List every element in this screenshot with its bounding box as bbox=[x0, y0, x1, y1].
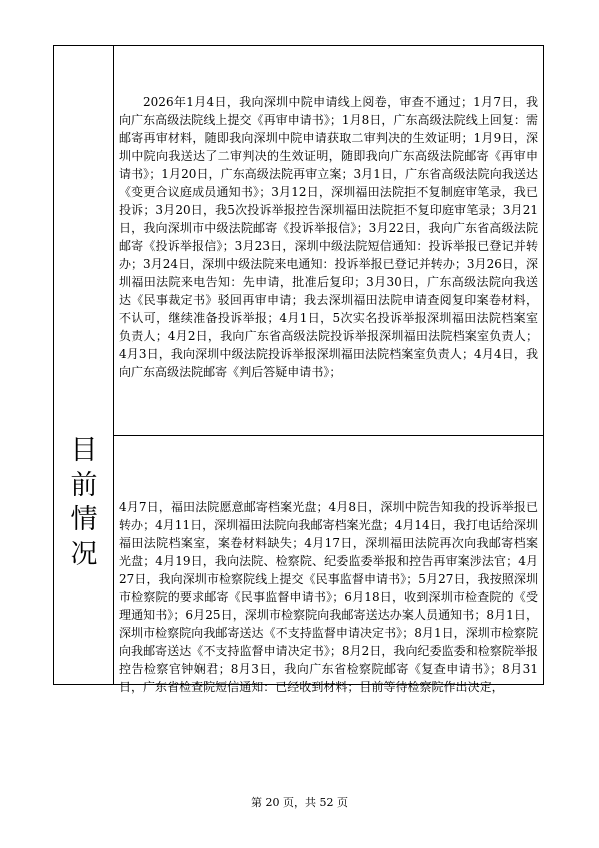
page-number-footer: 第 20 页，共 52 页 bbox=[251, 796, 348, 809]
label-char: 况 bbox=[70, 538, 98, 570]
row-label bbox=[54, 434, 114, 572]
label-char: 前 bbox=[70, 469, 98, 501]
label-char: 情 bbox=[70, 504, 98, 535]
case-status-table bbox=[53, 45, 544, 694]
row-label-cell bbox=[54, 46, 114, 684]
content-cell-2 bbox=[114, 436, 543, 694]
timeline-paragraph-2: 4月7日，福田法院愿意邮寄档案光盘；4月8日，深圳中院告知我的投诉举报已转办；4月11日，深圳福田法院向我邮寄档案光盘；4月14日，我打电话给深圳福田法院档案室，案卷材料缺失；4月17日，深圳福田法院再次向我邮寄档案光盘；4月19日，我向法院、检察院、纪委监委举报和控告再审案涉法官；4月27日，我向深圳市检察院线上提交《民事监督申请书》；5月27日，我按照深圳市检察院的要求邮寄《民事监督申请书》；6月18日，收到深圳市检查院的《受理通知书》；6月25日，深圳市检察院向我邮寄送达办案人员通知书；8月1日，深圳市检察院向我邮寄送达《不支持监督申请决定书》；8月1日，深圳市检察院向我邮寄送达《不支持监督申请决定书》；8月2日，我向纪委监委和检察院举报控告检察官钟娴君；8月3日，我向广东省检察院邮寄《复查申请书》；8月31日，广东省检查院短信通知：已经收到材料；目前等待检察院作出决定， bbox=[119, 500, 538, 694]
timeline-paragraph-1: 2026年1月4日，我向深圳中院申请线上阅卷，审查不通过；1月7日，我向广东高级法院线上提交《再审申请书》；1月8日，广东高级法院线上回复：需邮寄再审材料，随即我向深圳中院申请获取二审判决的生效证明；1月9日，深圳中院向我送达了二审判决的生效证明，随即我向广东高级法院邮寄《再审申请书》；1月20日，广东高级法院再审立案；3月1日，广东省高级法院向我送达《变更合议庭成员通知书》；3月12日，深圳福田法院拒不复制庭审笔录，我已投诉；3月20日，我5次投诉举报控告深圳福田法院拒不复印庭审笔录；3月21日，我向深圳市中级法院邮寄《投诉举报信》；3月22日，我向广东省高级法院邮寄《投诉举报信》；3月23日，深圳中级法院短信通知：投诉举报已登记并转办；3月24日，深圳中级法院来电通知：投诉举报已登记并转办；3月26日，深圳福田法院来电告知：先申请，批准后复印；3月30日，广东高级法院向我送达《民事裁定书》驳回再审申请；我去深圳福田法院申请查阅复印案卷材料，不认可，继续准备投诉举报；4月1日，5次实名投诉举报深圳福田法院档案室负责人；4月2日，我向广东省高级法院投诉举报深圳福田法院档案室负责人；4月3日，我向深圳中级法院投诉举报深圳福田法院档案室负责人；4月4日，我向广东高级法院邮寄《判后答疑申请书》； bbox=[119, 95, 538, 379]
label-char: 目 bbox=[70, 435, 98, 466]
content-cell-1 bbox=[114, 46, 543, 436]
